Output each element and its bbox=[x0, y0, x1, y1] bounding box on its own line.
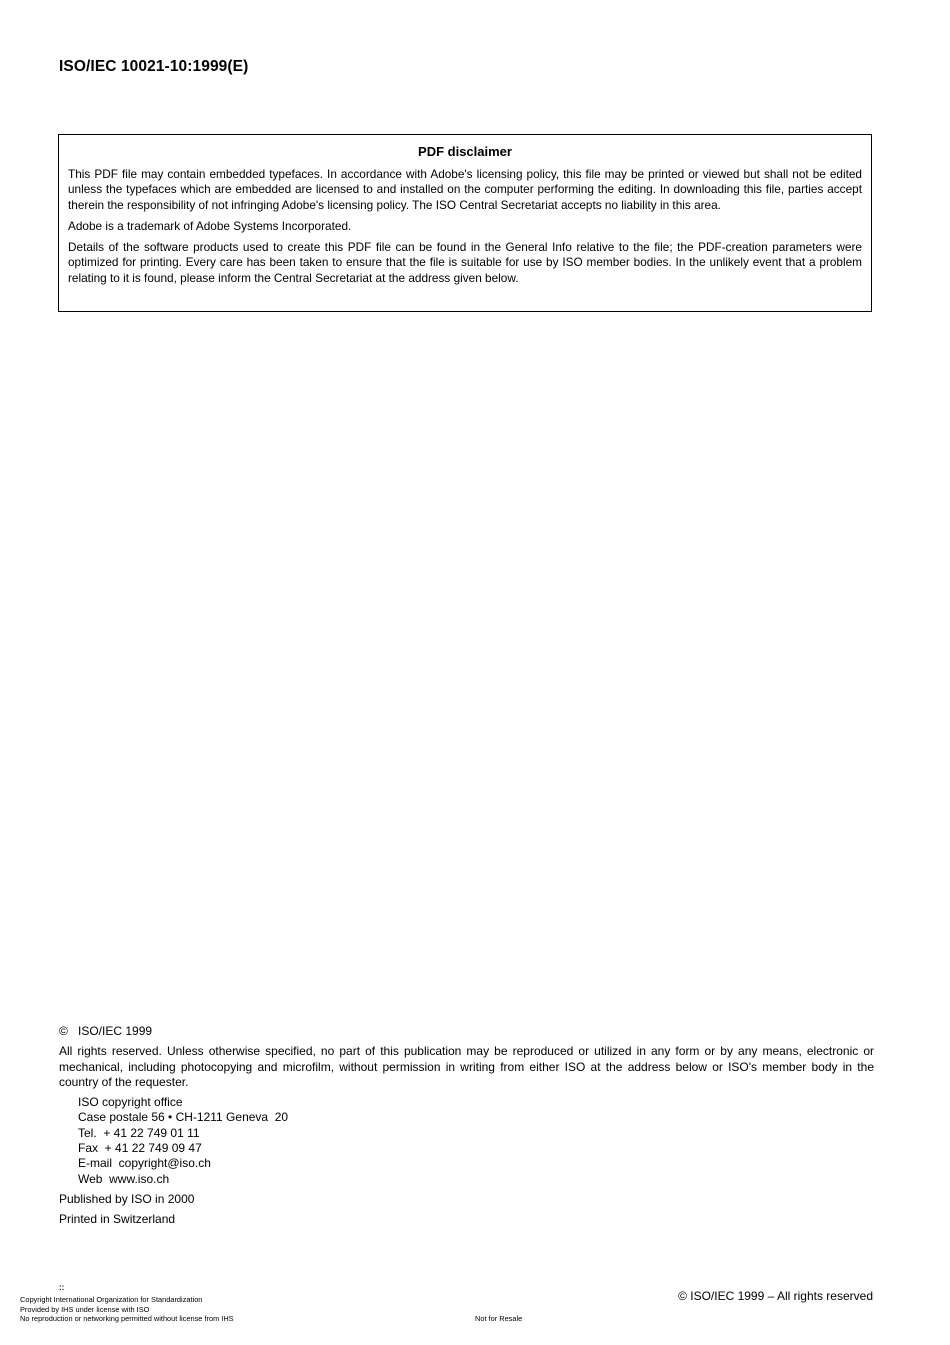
footer-license-line: Provided by IHS under license with ISO bbox=[20, 1304, 150, 1314]
printed-line: Printed in Switzerland bbox=[59, 1212, 176, 1227]
address-postal: Case postale 56 • CH-1211 Geneva 20 bbox=[78, 1110, 289, 1125]
copyright-block bbox=[59, 1024, 874, 1233]
footer-marker: :: bbox=[59, 1283, 65, 1292]
footer-license-line: No reproduction or networking permitted without license from IHS bbox=[20, 1314, 234, 1324]
footer-license-notice bbox=[20, 1295, 234, 1324]
copyright-holder: ISO/IEC 1999 bbox=[78, 1024, 153, 1038]
address-email[interactable]: E-mail copyright@iso.ch bbox=[78, 1156, 211, 1171]
disclaimer-paragraph-trademark: Adobe is a trademark of Adobe Systems Incorporated. bbox=[68, 218, 352, 233]
address-web[interactable]: Web www.iso.ch bbox=[78, 1171, 170, 1186]
copyright-symbol: © bbox=[59, 1024, 68, 1038]
disclaimer-title: PDF disclaimer bbox=[418, 144, 512, 159]
copyright-line bbox=[59, 1024, 874, 1039]
document-id: ISO/IEC 10021-10:1999(E) bbox=[59, 58, 249, 75]
pdf-disclaimer-box bbox=[58, 134, 872, 312]
footer-license-line: Copyright International Organization for Standardization bbox=[20, 1295, 203, 1304]
disclaimer-paragraph-details: Details of the software products used to create this PDF file can be found in the General Info relative to the file; the PDF-creation parameters were optimized for printing. Every care has been taken to ensure that the file is suitable for use by ISO member bodies. In the unlikely event that a problem relating to it is found, please inform the Central Secretariat at the address given below. bbox=[68, 240, 862, 285]
disclaimer-paragraph-typefaces: This PDF file may contain embedded typefaces. In accordance with Adobe's licensing policy, this file may be printed or viewed but shall not be edited unless the typefaces which are embedded are licensed to and installed on the computer performing the editing. In downloading this file, parties accept therein the responsibility of not infringing Adobe's licensing policy. The ISO Central Secretariat accepts no liability in this area. bbox=[68, 167, 862, 212]
copyright-office-address bbox=[59, 1095, 874, 1187]
address-fax: Fax + 41 22 749 09 47 bbox=[78, 1141, 202, 1156]
footer-rights-reserved: © ISO/IEC 1999 – All rights reserved bbox=[678, 1289, 873, 1303]
footer-not-for-resale: Not for Resale bbox=[475, 1314, 523, 1323]
address-telephone: Tel. + 41 22 749 01 11 bbox=[78, 1125, 200, 1140]
address-office: ISO copyright office bbox=[78, 1095, 183, 1110]
rights-statement: All rights reserved. Unless otherwise specified, no part of this publication may be reproduced or utilized in any form or by any means, electronic or mechanical, including photocopying and microfilm, without permission in writing from either ISO at the address below or ISO's member body in the country of the requester. bbox=[59, 1044, 874, 1089]
published-line: Published by ISO in 2000 bbox=[59, 1191, 195, 1206]
